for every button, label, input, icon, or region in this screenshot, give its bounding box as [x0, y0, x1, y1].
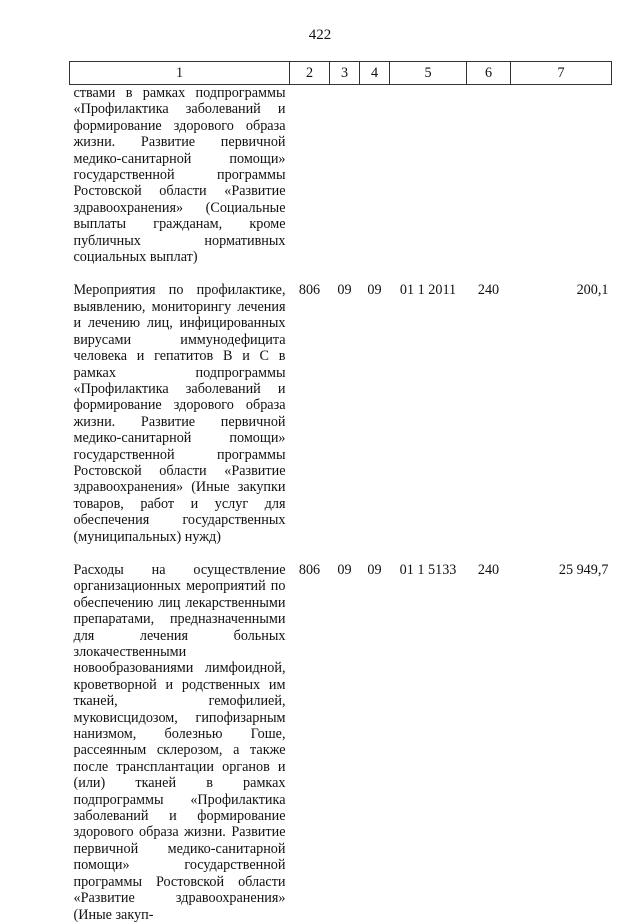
table-row — [70, 85, 612, 283]
target-article-code: 01 1 2011 — [399, 282, 457, 299]
row-description: ствами в рамках подпрограммы «Профилактика заболеваний и формирование здорового образа жизни. Развитие первичной медико-санитарной помощи» государственной программы Ростовской области «Развитие здравоохранения» (Социальные выплаты гражданам, кроме публичных нормативных социальных выплат) — [73, 85, 286, 266]
amount: 200,1 — [576, 282, 609, 299]
budget-table — [69, 61, 612, 923]
subsection-code — [360, 85, 390, 283]
department-code: 806 — [298, 561, 321, 578]
target-article-code: 01 1 5133 — [399, 561, 457, 578]
expense-type-code: 240 — [477, 282, 500, 299]
section-code: 09 — [337, 282, 352, 299]
column-header: 6 — [467, 62, 511, 85]
page-number: 422 — [308, 27, 332, 43]
amount: 25 949,7 — [558, 561, 609, 578]
column-header: 5 — [390, 62, 467, 85]
section-code — [330, 85, 360, 283]
table-row — [70, 562, 612, 923]
row-description: Расходы на осуществление организационных мероприятий по обеспечению лиц лекарственными препаратами, предназначенными для лечения больных злокачественными новообразованиями лимфоидной, кроветворной и родственных им тканей, гемофилией, муковисцидозом, гипофизарным нанизмом, болезнью Гоше, рассеянным склерозом, а также после трансплантации органов и (или) тканей в рамках подпрограммы «Профилактика заболеваний и формирование здорового образа жизни. Развитие первичной медико-санитарной помощи» государственной программы Ростовской области «Развитие здравоохранения» (Иные закуп- — [73, 561, 286, 923]
section-code: 09 — [337, 561, 352, 578]
column-header: 3 — [330, 62, 360, 85]
target-article-code — [390, 85, 467, 283]
expense-type-code — [467, 85, 511, 283]
department-code — [290, 85, 330, 283]
column-header: 1 — [70, 62, 290, 85]
amount — [511, 85, 612, 283]
column-header: 4 — [360, 62, 390, 85]
column-header: 2 — [290, 62, 330, 85]
subsection-code: 09 — [367, 282, 382, 299]
table-header-row — [70, 62, 612, 85]
subsection-code: 09 — [367, 561, 382, 578]
row-description: Мероприятия по профилактике, выявлению, мониторингу лечения и лечению лиц, инфицированных вирусами иммунодефицита человека и гепатитов B и C в рамках подпрограммы «Профилактика заболеваний и формирование здорового образа жизни. Развитие первичной медико-санитарной помощи» государственной программы Ростовской области «Развитие здравоохранения» (Иные закупки товаров, работ и услуг для обеспечения государственных (муниципальных) нужд) — [73, 282, 286, 545]
column-header: 7 — [511, 62, 612, 85]
expense-type-code: 240 — [477, 561, 500, 578]
department-code: 806 — [298, 282, 321, 299]
table-row — [70, 282, 612, 562]
